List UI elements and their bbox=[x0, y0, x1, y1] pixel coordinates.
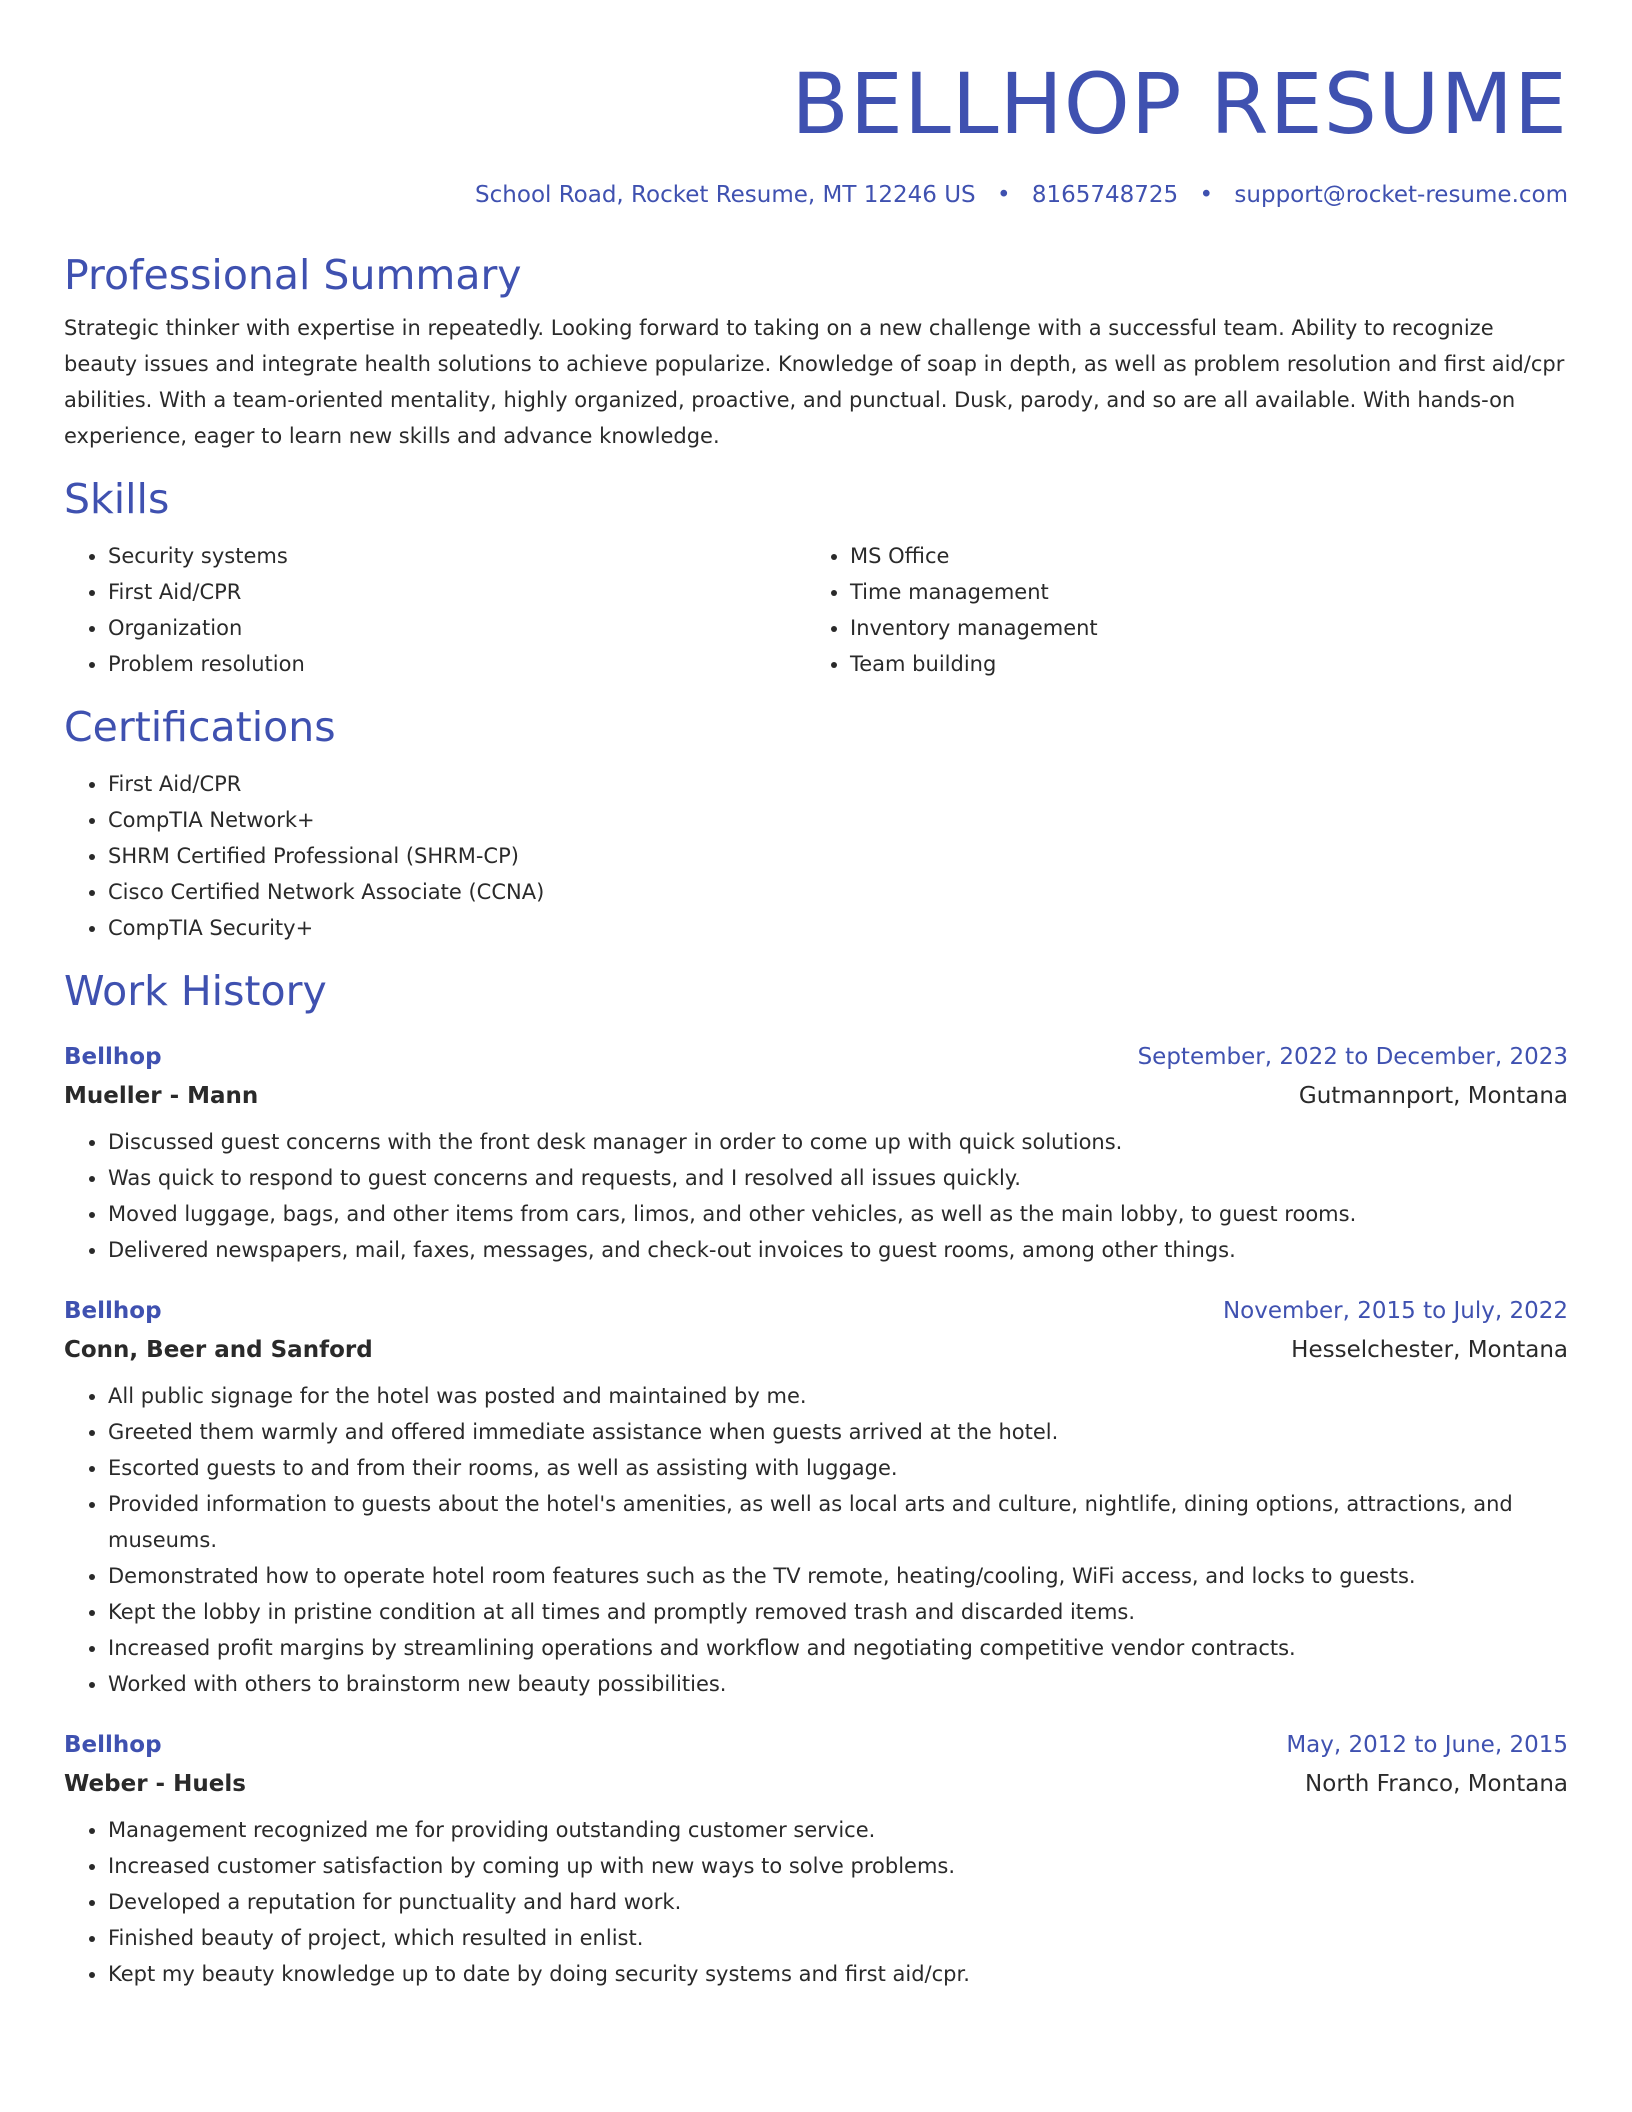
job-location: North Franco, Montana bbox=[1305, 1771, 1568, 1797]
skill-item: • Time management bbox=[850, 574, 1548, 610]
resume-name: BELLHOP RESUME bbox=[791, 55, 1568, 153]
job-title: Bellhop bbox=[64, 1044, 162, 1070]
certification-item: • CompTIA Network+ bbox=[108, 802, 1568, 838]
job-bullet: • Greeted them warmly and offered immediate assistance when guests arrived at the hotel. bbox=[108, 1414, 1568, 1450]
skill-item: • Team building bbox=[850, 646, 1548, 682]
job-bullet: • Discussed guest concerns with the front desk manager in order to come up with quick solutions. bbox=[108, 1124, 1568, 1160]
job-dates: November, 2015 to July, 2022 bbox=[1222, 1298, 1568, 1324]
job-title: Bellhop bbox=[64, 1732, 162, 1758]
job-entry bbox=[64, 1038, 1568, 1268]
job-location: Gutmannport, Montana bbox=[1298, 1083, 1568, 1109]
job-title: Bellhop bbox=[64, 1298, 162, 1324]
job-bullet: • Kept my beauty knowledge up to date by doing security systems and first aid/cpr. bbox=[108, 1956, 1568, 1992]
skills-heading: Skills bbox=[64, 475, 170, 523]
certification-item: • CompTIA Security+ bbox=[108, 910, 1568, 946]
job-bullet: • Was quick to respond to guest concerns and requests, and I resolved all issues quickly. bbox=[108, 1160, 1568, 1196]
skill-item: • Problem resolution bbox=[108, 646, 806, 682]
job-bullet: • Kept the lobby in pristine condition at all times and promptly removed trash and discarded items. bbox=[108, 1594, 1568, 1630]
work-history-list bbox=[64, 1038, 1568, 1992]
job-bullet: • Moved luggage, bags, and other items from cars, limos, and other vehicles, as well as the main lobby, to guest rooms. bbox=[108, 1196, 1568, 1232]
work-history-heading: Work History bbox=[64, 967, 327, 1015]
certification-item: • SHRM Certified Professional (SHRM-CP) bbox=[108, 838, 1568, 874]
job-entry bbox=[64, 1292, 1568, 1702]
contact-separator: • bbox=[996, 182, 1011, 208]
job-location: Hesselchester, Montana bbox=[1291, 1337, 1568, 1363]
job-entry bbox=[64, 1726, 1568, 1992]
job-bullets bbox=[64, 1378, 1568, 1702]
job-bullet: • Increased profit margins by streamlining operations and workflow and negotiating competitive vendor contracts. bbox=[108, 1630, 1568, 1666]
skill-item: • MS Office bbox=[850, 538, 1548, 574]
contact-phone: 8165748725 bbox=[1031, 182, 1179, 208]
summary-text: Strategic thinker with expertise in repeatedly. Looking forward to taking on a new challenge with a successful team. Ability to recognize beauty issues and integrate health solutions to achieve popularize. Knowledge of soap in depth, as well as problem resolution and first aid/cpr abilities. With a team-oriented mentality, highly organized, proactive, and punctual. Dusk, parody, and so are all available. With hands-on experience, eager to learn new skills and advance knowledge. bbox=[64, 316, 1565, 448]
skill-item: • Organization bbox=[108, 610, 806, 646]
job-bullet: • All public signage for the hotel was posted and maintained by me. bbox=[108, 1378, 1568, 1414]
skills-column-right bbox=[806, 538, 1548, 682]
job-bullet: • Finished beauty of project, which resulted in enlist. bbox=[108, 1920, 1568, 1956]
job-bullet: • Delivered newspapers, mail, faxes, messages, and check-out invoices to guest rooms, among other things. bbox=[108, 1232, 1568, 1268]
contact-separator: • bbox=[1199, 182, 1214, 208]
resume-page bbox=[64, 0, 1568, 1992]
skills-list bbox=[64, 538, 1568, 682]
job-company: Mueller - Mann bbox=[64, 1083, 259, 1109]
job-company: Conn, Beer and Sanford bbox=[64, 1337, 373, 1363]
summary-heading: Professional Summary bbox=[64, 251, 522, 299]
contact-line bbox=[64, 180, 1568, 210]
skill-item: • Security systems bbox=[108, 538, 806, 574]
job-dates: May, 2012 to June, 2015 bbox=[1286, 1732, 1568, 1758]
job-bullets bbox=[64, 1124, 1568, 1268]
certification-item: • First Aid/CPR bbox=[108, 766, 1568, 802]
contact-address: School Road, Rocket Resume, MT 12246 US bbox=[475, 182, 976, 208]
job-bullet: • Management recognized me for providing outstanding customer service. bbox=[108, 1812, 1568, 1848]
job-bullets bbox=[64, 1812, 1568, 1992]
job-bullet: • Increased customer satisfaction by coming up with new ways to solve problems. bbox=[108, 1848, 1568, 1884]
job-bullet: • Worked with others to brainstorm new beauty possibilities. bbox=[108, 1666, 1568, 1702]
job-bullet: • Escorted guests to and from their rooms, as well as assisting with luggage. bbox=[108, 1450, 1568, 1486]
job-dates: September, 2022 to December, 2023 bbox=[1137, 1044, 1568, 1070]
job-bullet: • Provided information to guests about the hotel's amenities, as well as local arts and culture, nightlife, dining options, attractions, and museums. bbox=[108, 1486, 1568, 1558]
skill-item: • First Aid/CPR bbox=[108, 574, 806, 610]
certification-item: • Cisco Certified Network Associate (CCNA) bbox=[108, 874, 1568, 910]
job-bullet: • Developed a reputation for punctuality and hard work. bbox=[108, 1884, 1568, 1920]
skill-item: • Inventory management bbox=[850, 610, 1548, 646]
certifications-list bbox=[64, 766, 1568, 946]
job-bullet: • Demonstrated how to operate hotel room features such as the TV remote, heating/cooling, WiFi access, and locks to guests. bbox=[108, 1558, 1568, 1594]
contact-email: support@rocket-resume.com bbox=[1234, 182, 1568, 208]
certifications-heading: Certifications bbox=[64, 703, 336, 751]
job-company: Weber - Huels bbox=[64, 1771, 246, 1797]
skills-column-left bbox=[64, 538, 806, 682]
